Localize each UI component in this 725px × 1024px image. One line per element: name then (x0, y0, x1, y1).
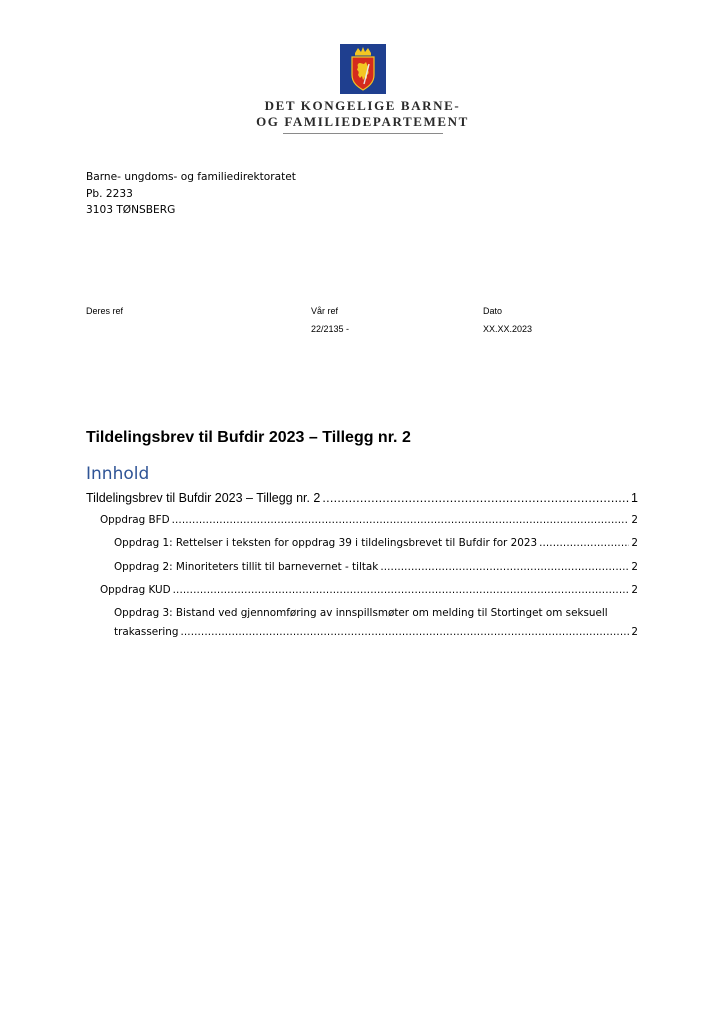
toc-page-number: 2 (631, 561, 638, 573)
ministry-name-line-2: OG FAMILIEDEPARTEMENT (256, 114, 469, 129)
toc-entry-oppdrag-kud[interactable] (100, 584, 638, 596)
var-ref-label: Vår ref (311, 306, 339, 316)
dato-value: XX.XX.2023 (483, 324, 533, 334)
toc-leader (380, 561, 629, 573)
toc-page-number: 2 (631, 514, 638, 526)
toc-heading: Innhold (86, 464, 150, 484)
toc-entry-oppdrag-1[interactable] (114, 537, 638, 549)
ministry-name-line-1: DET KONGELIGE BARNE- (264, 98, 461, 113)
recipient-address (86, 169, 296, 219)
toc-entry-oppdrag-bfd[interactable] (100, 514, 638, 526)
toc-page-number: 2 (631, 537, 638, 549)
toc-page-number: 2 (631, 626, 638, 638)
toc-leader (180, 626, 629, 638)
logo-divider (283, 133, 443, 134)
var-ref-value: 22/2135 - (311, 324, 350, 334)
toc-entry-oppdrag-2[interactable] (114, 561, 638, 573)
toc-entry-oppdrag-3-first-line[interactable]: Oppdrag 3: Bistand ved gjennomføring av innspillsmøter om melding til Stortinget om seksuell (114, 607, 608, 619)
recipient-city: 3103 TØNSBERG (86, 204, 176, 216)
toc-leader (173, 584, 630, 596)
royal-coat-of-arms-icon (340, 44, 386, 94)
deres-ref-label: Deres ref (86, 306, 124, 316)
toc-entry-text: Tildelingsbrev til Bufdir 2023 – Tillegg nr. 2 (86, 491, 321, 505)
recipient-name: Barne- ungdoms- og familiedirektoratet (86, 171, 296, 183)
dato-label: Dato (483, 306, 503, 316)
toc-entry-text: trakassering (114, 626, 179, 638)
toc-entry-text: Oppdrag BFD (100, 514, 170, 526)
recipient-po-box: Pb. 2233 (86, 187, 133, 200)
toc-entry-oppdrag-3[interactable] (114, 626, 638, 638)
toc-entry-text: Oppdrag 2: Minoriteters tillit til barnevernet - tiltak (114, 561, 379, 573)
ministry-logo (255, 44, 470, 144)
toc-leader (539, 537, 629, 549)
toc-page-number: 1 (631, 491, 638, 505)
toc-leader (172, 514, 630, 526)
toc-entry-title[interactable] (86, 491, 638, 505)
toc-entry-text: Oppdrag 1: Rettelser i teksten for oppdrag 39 i tildelingsbrevet til Bufdir for 2023 (114, 537, 538, 549)
toc-leader (322, 491, 629, 505)
toc-entry-text: Oppdrag KUD (100, 584, 171, 596)
document-title: Tildelingsbrev til Bufdir 2023 – Tillegg nr. 2 (86, 429, 411, 446)
toc-page-number: 2 (631, 584, 638, 596)
